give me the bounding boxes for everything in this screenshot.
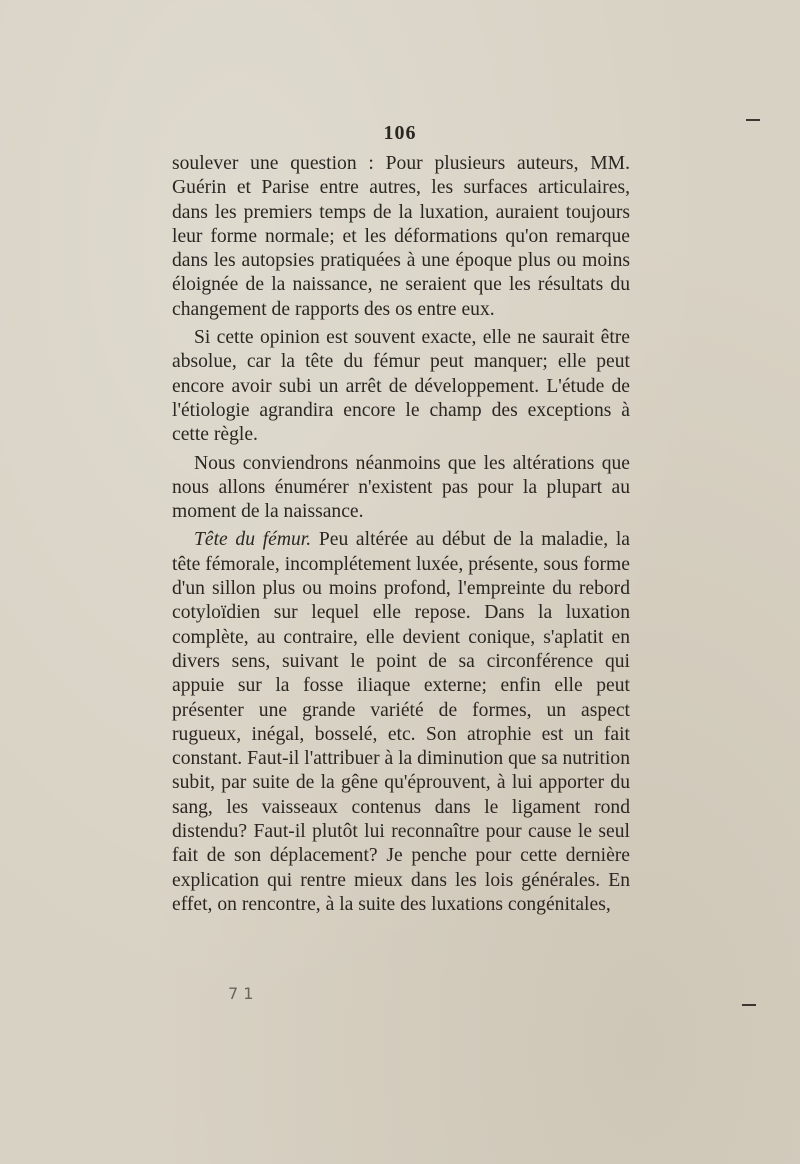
- paragraph-4: [172, 528, 630, 917]
- paragraph-2: Si cette opinion est souvent exacte, elle ne saurait être absolue, car la tête du fémur peut manquer; elle peut encore avoir subi un arrêt de développement. L'étude de l'étiologie agrandira encore le champ des exceptions à cette règle.: [172, 327, 630, 446]
- page-number: 106: [383, 122, 417, 144]
- body-text: [172, 152, 630, 917]
- paragraph-3: Nous conviendrons néanmoins que les altérations que nous allons énumérer n'existent pas pour la plupart au moment de la naissance.: [172, 452, 630, 523]
- edge-tick-top-right: [746, 119, 760, 121]
- footer-mark: 7 1: [228, 984, 254, 1003]
- section-heading-inline: Tête du fémur.: [194, 529, 312, 551]
- paragraph-1: soulever une question : Pour plusieurs auteurs, MM. Guérin et Parise entre autres, les surfaces articulaires, dans les premiers temps de la luxation, auraient toujours leur forme normale; et les déformations qu'on remarque dans les autopsies pratiquées à une époque plus ou moins éloignée de la naissance, ne seraient que les résultats du changement de rapports des os entre eux.: [172, 153, 630, 320]
- edge-tick-bottom-right: [742, 1004, 756, 1006]
- paragraph-4-text: Peu altérée au début de la maladie, la tête fémorale, incomplétement luxée, présente, sous forme d'un sillon plus ou moins profond, l'empreinte du rebord cotyloïdien sur lequel elle repose. Dans la luxation complète, au contraire, elle devient conique, s'aplatit en divers sens, suivant le point de sa circonférence qui appuie sur la fosse iliaque externe; enfin elle peut présenter une grande variété de formes, un aspect rugueux, inégal, bosselé, etc. Son atrophie est un fait constant. Faut-il l'attribuer à la diminution que sa nutrition subit, par suite de la gêne qu'éprouvent, à lui apporter du sang, les vaisseaux contenus dans le ligament rond distendu? Faut-il plutôt lui reconnaître pour cause le seul fait de son déplacement? Je penche pour cette dernière explication qui rentre mieux dans les lois générales. En effet, on rencontre, à la suite des luxations congénitales,: [172, 529, 630, 915]
